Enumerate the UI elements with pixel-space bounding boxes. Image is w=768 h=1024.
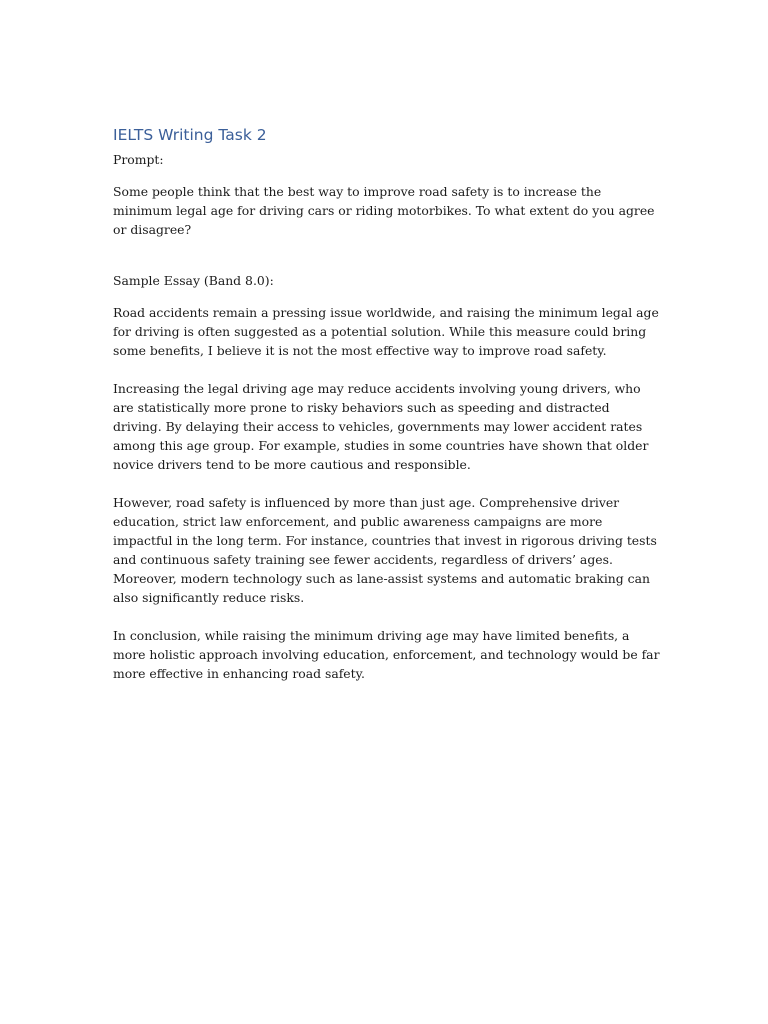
essay-paragraph-conclusion: In conclusion, while raising the minimum driving age may have limited benefits, a more holistic approach involving education, enforcement, and technology would be far more effective in enhancing road safety. bbox=[113, 628, 660, 681]
essay-paragraph-body-1: Increasing the legal driving age may reduce accidents involving young drivers, who are statistically more prone to risky behaviors such as speeding and distracted driving. By delaying their access to vehicles, governments may lower accident rates among this age group. For example, studies in some countries have shown that older novice drivers tend to be more cautious and responsible. bbox=[113, 381, 649, 472]
document-body bbox=[113, 124, 661, 702]
prompt-text: Some people think that the best way to improve road safety is to increase the minimum legal age for driving cars or riding motorbikes. To what extent do you agree or disagree? bbox=[113, 184, 655, 237]
essay-paragraph-intro: Road accidents remain a pressing issue worldwide, and raising the minimum legal age for driving is often suggested as a potential solution. While this measure could bring some benefits, I believe it is not the most effective way to improve road safety. bbox=[113, 305, 659, 358]
essay-label: Sample Essay (Band 8.0): bbox=[113, 273, 274, 288]
document-heading: IELTS Writing Task 2 bbox=[113, 126, 267, 144]
essay-paragraph-body-2: However, road safety is influenced by more than just age. Comprehensive driver education, strict law enforcement, and public awareness campaigns are more impactful in the long term. For instance, countries that invest in rigorous driving tests and continuous safety training see fewer accidents, regardless of drivers’ ages. Moreover, modern technology such as lane-assist systems and automatic braking can also significantly reduce risks. bbox=[113, 495, 657, 605]
prompt-label: Prompt: bbox=[113, 152, 164, 167]
